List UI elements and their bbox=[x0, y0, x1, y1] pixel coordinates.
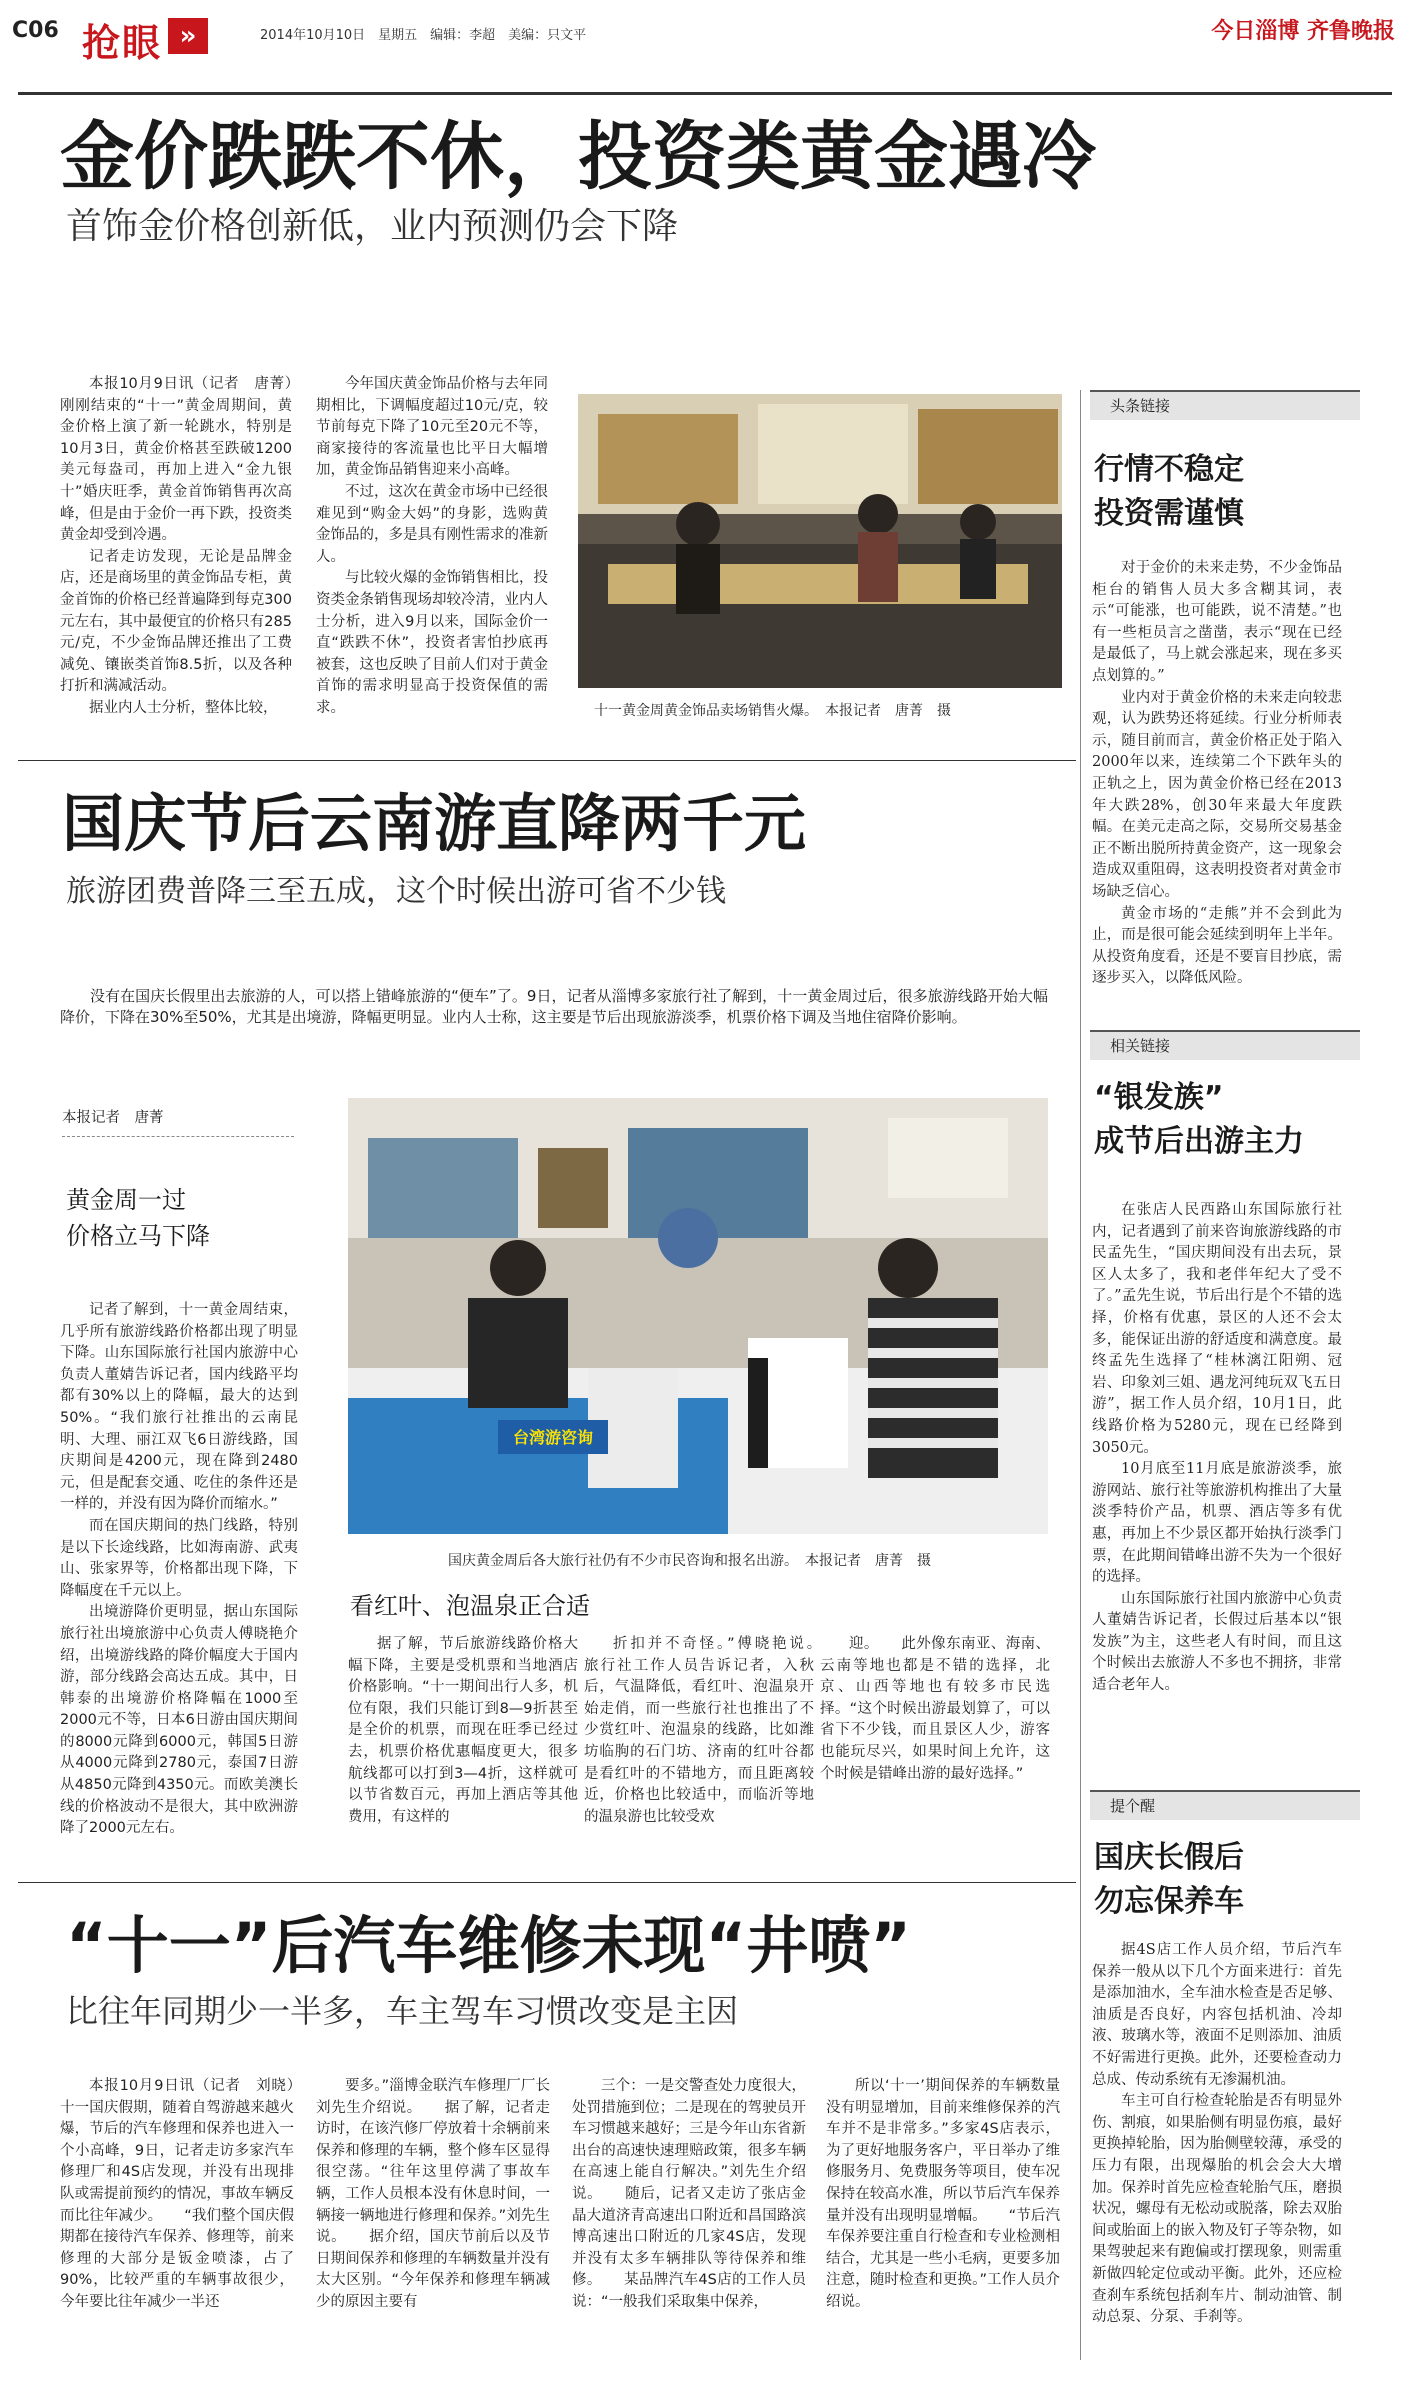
section-rule-1 bbox=[18, 760, 1076, 761]
tour-column-4: 迎。 此外像东南亚、海南、云南等地也都是不错的选择，北京、山西等地也有较多市民选择。“这个时候出游最划算了，可以省下不少钱，而且景区人少，游客也能玩尽兴，如果时间上允许，这个时候是错峰出游的最好选择。” bbox=[820, 1636, 1050, 1782]
tour-subhead: 旅游团费普降三至五成，这个时候出游可省不少钱 bbox=[66, 874, 726, 909]
tour-column-1: 记者了解到，十一黄金周结束，几乎所有旅游线路价格都出现了明显下降。山东国际旅行社国内旅游中心负责人董婧告诉记者，国内线路平均都有30%以上的降幅，最大的达到50%。“我们旅行社推出的云南昆明、大理、丽江双飞6日游线路，国庆期间是4200元，现在降到2480元，但是配套交通、吃住的条件还是一样的，并没有因为降价而缩水。” 而在国庆期间的热门线路，特别是以下长途线路，比如海南游、武夷山、张家界等，价格都出现下降，下降幅度在千元以上。 出境游降价更明显，据山东国际旅行社出境旅游中心负责人傅晓艳介绍，出境游线路的降价幅度大于国内游，部分线路会高达五成。其中，日韩泰的出境游价格降幅在1000至2000元不等，日本6日游由国庆期间的8000元降到6000元，韩国5日游从4000元降到2780元，泰国7日游从4850元降到4350元。而欧美澳长线的价格波动不是很大，其中欧洲游降了2000元左右。 bbox=[60, 1302, 298, 1837]
sidebar-title-1: 行情不稳定 投资需谨慎 bbox=[1094, 452, 1244, 531]
sidebar-tag-headline-link: 头条链接 bbox=[1090, 390, 1360, 420]
gold-store-photo bbox=[578, 394, 1062, 688]
header-rule bbox=[18, 92, 1392, 95]
section-rule-2 bbox=[18, 1882, 1076, 1883]
tour-column-3: 折扣并不奇怪。”傅晓艳说。 旅行社工作人员告诉记者，入秋后，气温降低，看红叶、泡温泉开始走俏，而一些旅行社也推出了不少赏红叶、泡温泉的线路，比如潍坊临朐的石门坊、济南的红叶谷都是看红叶的不错地方，而且距离较近，价格也比较适中，而临沂等地的温泉游也比较受欢 bbox=[584, 1636, 843, 1825]
gold-subhead: 首饰金价格创新低，业内预测仍会下降 bbox=[66, 206, 679, 247]
tour-subtitle-1: 黄金周一过 价格立马下降 bbox=[66, 1186, 210, 1250]
sidebar-title-2: “银发族” 成节后出游主力 bbox=[1094, 1080, 1304, 1159]
page-number: C06 bbox=[12, 18, 59, 43]
section-arrow-icon: » bbox=[168, 18, 208, 54]
sidebar-divider bbox=[1080, 390, 1081, 2360]
car-column-1: 本报10月9日讯（记者 刘晓） 十一国庆假期，随着自驾游越来越火爆，节后的汽车修理和保养也进入一个小高峰，9日，记者走访多家汽车修理厂和4S店发现，并没有出现排队或需提前预约的情况，事故车辆反而比往年减少。 “我们整个国庆假期都在接待汽车保养、修理等，前来修理的大部分是钣金喷漆，占了90%，比较严重的车辆事故很少，今年要比往年减少一半还 bbox=[60, 2078, 309, 2310]
car-column-4: 所以‘十一’期间保养的车辆数量没有明显增加，目前来维修保养的汽车并不是非常多。”多家4S店表示，为了更好地服务客户，平日举办了维修服务月、免费服务等项目，使车况保持在较高水准，所以节后汽车保养量并没有出现明显增幅。 “节后汽车保养要注重自行检查和专业检测相结合，尤其是一些小毛病，更要多加注意，随时检查和更换。”工作人员介绍说。 bbox=[826, 2078, 1060, 2310]
gold-column-1: 本报10月9日讯（记者 唐菁） 刚刚结束的“十一”黄金周期间，黄金价格上演了新一轮跳水，特别是10月3日，黄金价格甚至跌破1200美元每盎司，再加上进入“金九银十”婚庆旺季，黄金首饰销售再次高峰，但是由于金价一再下跌，投资类黄金却受到冷遇。 记者走访发现，无论是品牌金店，还是商场里的黄金饰品专柜，黄金首饰的价格已经普遍降到每克300元左右，其中最便宜的价格只有285元/克，不少金饰品牌还推出了工费减免、镶嵌类首饰8.5折，以及各种打折和满减活动。 据业内人士分析，整体比较， bbox=[60, 376, 307, 716]
byline-divider bbox=[62, 1136, 294, 1137]
gold-headline: 金价跌跌不休，投资类黄金遇冷 bbox=[60, 114, 1096, 200]
car-column-2: 要多。”淄博金联汽车修理厂厂长刘先生介绍说。 据了解，记者走访时，在该汽修厂停放着十余辆前来保养和修理的车辆，整个修车区显得很空荡。“往年这里停满了事故车辆，工作人员根本没有休息时间，一辆接一辆地进行修理和保养。”刘先生说。 据介绍，国庆节前后以及节日期间保养和修理的车辆数量并没有太大区别。“今年保养和修理车辆减少的原因主要有 bbox=[316, 2078, 550, 2310]
tour-column-2: 据了解，节后旅游线路价格大幅下降，主要是受机票和当地酒店价格影响。“十一期间出行人多，机位有限，我们只能订到8—9折甚至是全价的机票，而现在旺季已经过去，机票价格优惠幅度更大，很多航线都可以打到3—4折，这样就可以节省数百元，再加上酒店等其他费用，有这样的 bbox=[348, 1636, 578, 1825]
car-headline: “十一”后汽车维修未现“井喷” bbox=[66, 1909, 911, 1982]
car-subhead: 比往年同期少一半多，车主驾车习惯改变是主因 bbox=[66, 1992, 739, 2030]
sidebar-body-3: 据4S店工作人员介绍，节后汽车保养一般从以下几个方面来进行：首先是添加油水，全车油水检查是否足够、油质是否良好，内容包括机油、冷却液、玻璃水等，液面不足则添加、油质不好需进行更换。此外，还要检查动力总成、传动系统有无渗漏机油。 车主可自行检查轮胎是否有明显外伤、割痕，如果胎侧有明显伤痕，最好更换掉轮胎，因为胎侧壁较薄，承受的压力有限，出现爆胎的机会会大大增加。保养时首先应检查轮胎气压，磨损状况，螺母有无松动或脱落，除去双胎间或胎面上的嵌入物及钉子等杂物，如果驾驶起来有跑偏或打摆现象，则需重新做四轮定位或动平衡。此外，还应检查刹车系统包括刹车片、制动油管、制动总泵、分泵、手刹等。 bbox=[1092, 1942, 1342, 2326]
travel-photo-caption: 国庆黄金周后各大旅行社仍有不少市民咨询和报名出游。 本报记者 唐菁 摄 bbox=[448, 1553, 931, 1569]
sidebar-tag-reminder: 提个醒 bbox=[1090, 1790, 1360, 1820]
travel-agency-photo bbox=[348, 1098, 1048, 1534]
tour-subtitle-2: 看红叶、泡温泉正合适 bbox=[350, 1592, 590, 1620]
sidebar-tag-related-link: 相关链接 bbox=[1090, 1030, 1360, 1060]
agency-sign: 台湾游咨询 bbox=[512, 1428, 594, 1447]
tour-headline: 国庆节后云南游直降两千元 bbox=[62, 787, 807, 860]
sidebar-title-3: 国庆长假后 勿忘保养车 bbox=[1094, 1840, 1244, 1919]
tour-byline: 本报记者 唐菁 bbox=[62, 1110, 164, 1126]
gold-photo-caption: 十一黄金周黄金饰品卖场销售火爆。 本报记者 唐菁 摄 bbox=[594, 703, 951, 719]
sidebar-body-2: 在张店人民西路山东国际旅行社内，记者遇到了前来咨询旅游线路的市民孟先生，“国庆期间没有出去玩，景区人太多了，我和老伴年纪大了受不了。”孟先生说，节后出行是个不错的选择，价格有优惠，景区的人还不会太多，能保证出游的舒适度和满意度。最终孟先生选择了“桂林漓江阳朔、冠岩、印象刘三姐、遇龙河纯玩双飞五日游”，据工作人员介绍，10月1日，此线路价格为5280元，现在已经降到3050元。 10月底至11月底是旅游淡季，旅游网站、旅行社等旅游机构推出了大量淡季特价产品，机票、酒店等多有优惠，再加上不少景区都开始执行淡季门票，在此期间错峰出游不失为一个很好的选择。 山东国际旅行社国内旅游中心负责人董婧告诉记者，长假过后基本以“银发族”为主，这些老人有时间，而且这个时候出去旅游人不多也不拥挤，非常适合老年人。 bbox=[1092, 1202, 1342, 1694]
car-column-3: 三个：一是交警查处力度很大，处罚措施到位；二是现在的驾驶员开车习惯越来越好；三是今年山东省新出台的高速快速理赔政策，很多车辆在高速上能自行解决。”刘先生介绍说。 随后，记者又走访了张店金晶大道济青高速出口附近和昌国路滨博高速出口附近的几家4S店，发现并没有太多车辆排队等待保养和维修。 某品牌汽车4S店的工作人员说：“一般我们采取集中保养， bbox=[572, 2078, 806, 2310]
section-title: 抢眼 bbox=[82, 21, 163, 65]
gold-column-2: 今年国庆黄金饰品价格与去年同期相比，下调幅度超过10元/克，较节前每克下降了10元至20元不等，商家接待的客流量也比平日大幅增加，黄金饰品销售迎来小高峰。 不过，这次在黄金市场中已经很难见到“购金大妈”的身影，选购黄金饰品的，多是具有刚性需求的准新人。 与比较火爆的金饰销售相比，投资类金条销售现场却较冷清，业内人士分析，进入9月以来，国际金价一直“跌跌不休”，投资者害怕抄底再被套，这也反映了目前人们对于黄金首饰的需求明显高于投资保值的需求。 bbox=[316, 376, 548, 716]
newspaper-brand: 今日淄博 齐鲁晚报 bbox=[1211, 18, 1395, 44]
tour-lead: 没有在国庆长假里出去旅游的人，可以搭上错峰旅游的“便车”了。9日，记者从淄博多家旅行社了解到，十一黄金周过后，很多旅游线路开始大幅降价，下降在30%至50%，尤其是出境游，降幅更明显。业内人士称，这主要是节后出现旅游淡季，机票价格下调及当地住宿降价影响。 bbox=[60, 987, 1048, 1026]
sidebar-body-1: 对于金价的未来走势，不少金饰品柜台的销售人员大多含糊其词，表示“可能涨，也可能跌，说不清楚。”也有一些柜员言之凿凿，表示“现在已经是最低了，马上就会涨起来，现在多买点划算的。” 业内对于黄金价格的未来走向较悲观，认为跌势还将延续。行业分析师表示，随目前而言，黄金价格正处于陷入2000年以来，连续第二个下跌年头的正轨之上，因为黄金价格已经在2013年大跌28%，创30年来最大年度跌幅。在美元走高之际，交易所交易基金正不断出脱所持黄金资产，这一现象会造成双重阻碍，这表明投资者对黄金市场缺乏信心。 黄金市场的“走熊”并不会到此为止，而是很可能会延续到明年上半年。从投资角度看，还是不要盲目抄底，需逐步买入，以降低风险。 bbox=[1092, 560, 1342, 987]
issue-info: 2014年10月10日 星期五 编辑：李超 美编：只文平 bbox=[260, 28, 587, 43]
